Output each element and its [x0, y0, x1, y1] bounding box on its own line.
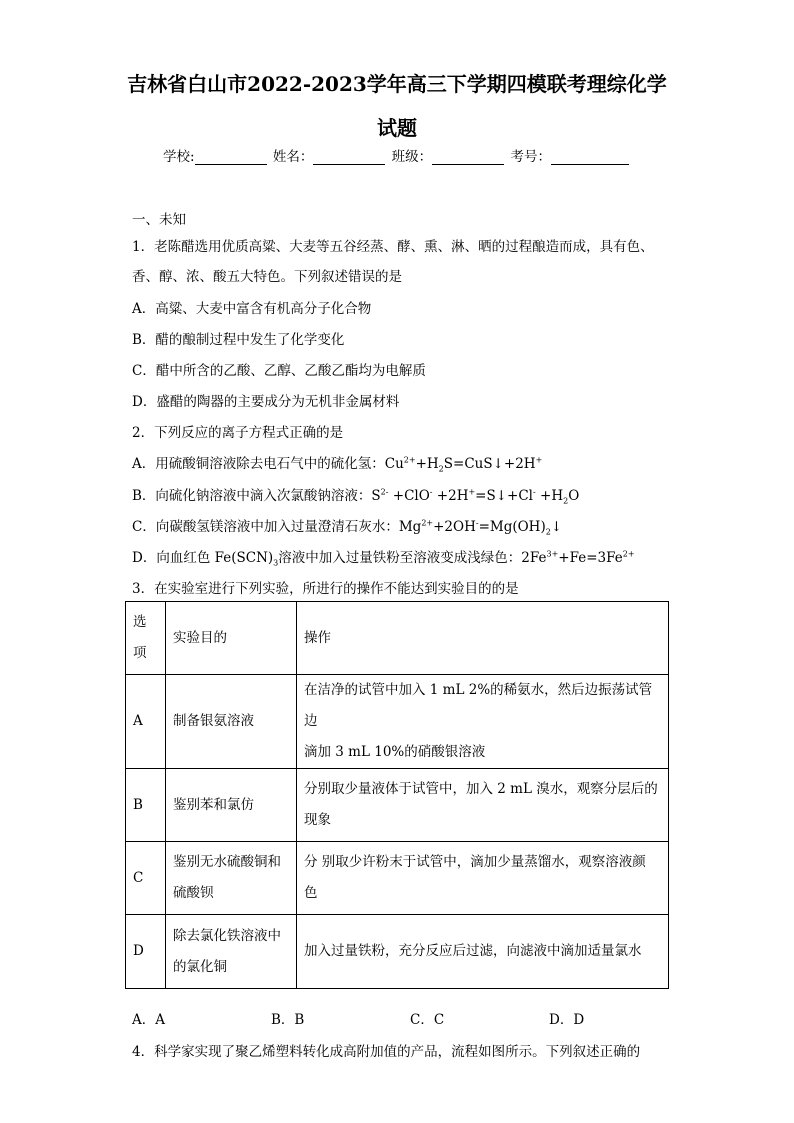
q1-option-a: A．高粱、大麦中富含有机高分子化合物	[132, 301, 372, 317]
q1-stem-line1: 1．老陈醋选用优质高粱、大麦等五谷经蒸、酵、熏、淋、晒的过程酿造而成，具有色、	[132, 239, 654, 255]
row-c-purpose: 鉴别无水硫酸铜和 硫酸钡	[166, 842, 297, 915]
row-a-operation: 在洁净的试管中加入 1 mL 2%的稀氨水，然后边振荡试管边 滴加 3 mL 10%的硝酸银溶液	[297, 675, 669, 769]
exam-no-blank[interactable]	[551, 150, 629, 165]
header-option: 选项	[126, 602, 166, 675]
class-label: 班级：	[391, 149, 433, 165]
q3-answer-options	[132, 1008, 688, 1028]
q2-option-b: B．向硫化钠溶液中滴入次氯酸钠溶液：$S^{2-} +ClO^-$ +2H+=S↓+Cl- $+H_2O$	[132, 487, 580, 506]
answer-c[interactable]: C．C	[410, 1012, 445, 1028]
table-row	[126, 915, 669, 989]
q1-option-d: D．盛醋的陶器的主要成分为无机非金属材料	[132, 394, 400, 410]
row-b-purpose: 鉴别苯和氯仿	[166, 769, 297, 842]
name-blank[interactable]	[313, 150, 385, 165]
q4-stem: 4．科学家实现了聚乙烯塑料转化成高附加值的产品，流程如图所示。下列叙述正确的	[132, 1044, 641, 1060]
page-title: 吉林省白山市2022-2023学年高三下学期四模联考理综化学	[127, 72, 667, 96]
row-d-option: D	[126, 915, 166, 989]
name-label: 姓名：	[272, 149, 314, 165]
experiment-table	[125, 601, 669, 989]
table-row	[126, 675, 669, 769]
answer-a[interactable]: A．A	[132, 1012, 165, 1028]
q1-stem-line2: 香、醇、浓、酸五大特色。下列叙述错误的是	[132, 269, 402, 285]
table-row	[126, 769, 669, 842]
row-b-operation: 分别取少量液体于试管中，加入 2 mL 溴水，观察分层后的 现象	[297, 769, 669, 842]
table-row	[126, 842, 669, 915]
class-blank[interactable]	[432, 150, 504, 165]
row-d-operation: 加入过量铁粉，充分反应后过滤，向滤液中滴加适量氯水	[297, 915, 669, 989]
q2-option-d: D．向血红色 $Fe(SCN)_3$溶液中加入过量铁粉至溶液变成浅绿色：$2Fe^{3+}+Fe=3Fe^{2+}$	[132, 549, 635, 568]
header-operation: 操作	[297, 602, 669, 675]
q2-option-c: C．向碳酸氢镁溶液中加入过量澄清石灰水：$Mg^{2+}+2OH^-=Mg(OH)_2↓$	[132, 518, 563, 537]
answer-d[interactable]: D．D	[549, 1012, 585, 1028]
exam-no-label: 考号：	[510, 149, 551, 165]
q1-option-b: B．醋的酿制过程中发生了化学变化	[132, 332, 345, 348]
q3-stem: 3．在实验室进行下列实验，所进行的操作不能达到实验目的的是	[132, 581, 519, 597]
row-b-option: B	[126, 769, 166, 842]
table-header-row	[126, 602, 669, 675]
row-a-purpose: 制备银氨溶液	[166, 675, 297, 769]
header-purpose: 实验目的	[166, 602, 297, 675]
q1-option-c: C．醋中所含的乙酸、乙醇、乙酸乙酯均为电解质	[132, 363, 426, 379]
row-d-purpose: 除去氯化铁溶液中 的氯化铜	[166, 915, 297, 989]
row-c-option: C	[126, 842, 166, 915]
school-label: 学校:	[163, 149, 195, 165]
row-c-operation: 分 别取少许粉末于试管中，滴加少量蒸馏水，观察溶液颜 色	[297, 842, 669, 915]
section-heading: 一、未知	[132, 212, 186, 228]
answer-b[interactable]: B．B	[271, 1012, 305, 1028]
q2-stem: 2．下列反应的离子方程式正确的是	[132, 425, 344, 441]
page-title-line2: 试题	[377, 116, 417, 140]
row-a-option: A	[126, 675, 166, 769]
q2-option-a: A．用硫酸铜溶液除去电石气中的硫化氢：$Cu^{2+}+H_2S=CuS↓+2H^+$	[132, 455, 543, 474]
school-blank[interactable]	[195, 150, 267, 165]
student-info-row	[0, 145, 794, 165]
